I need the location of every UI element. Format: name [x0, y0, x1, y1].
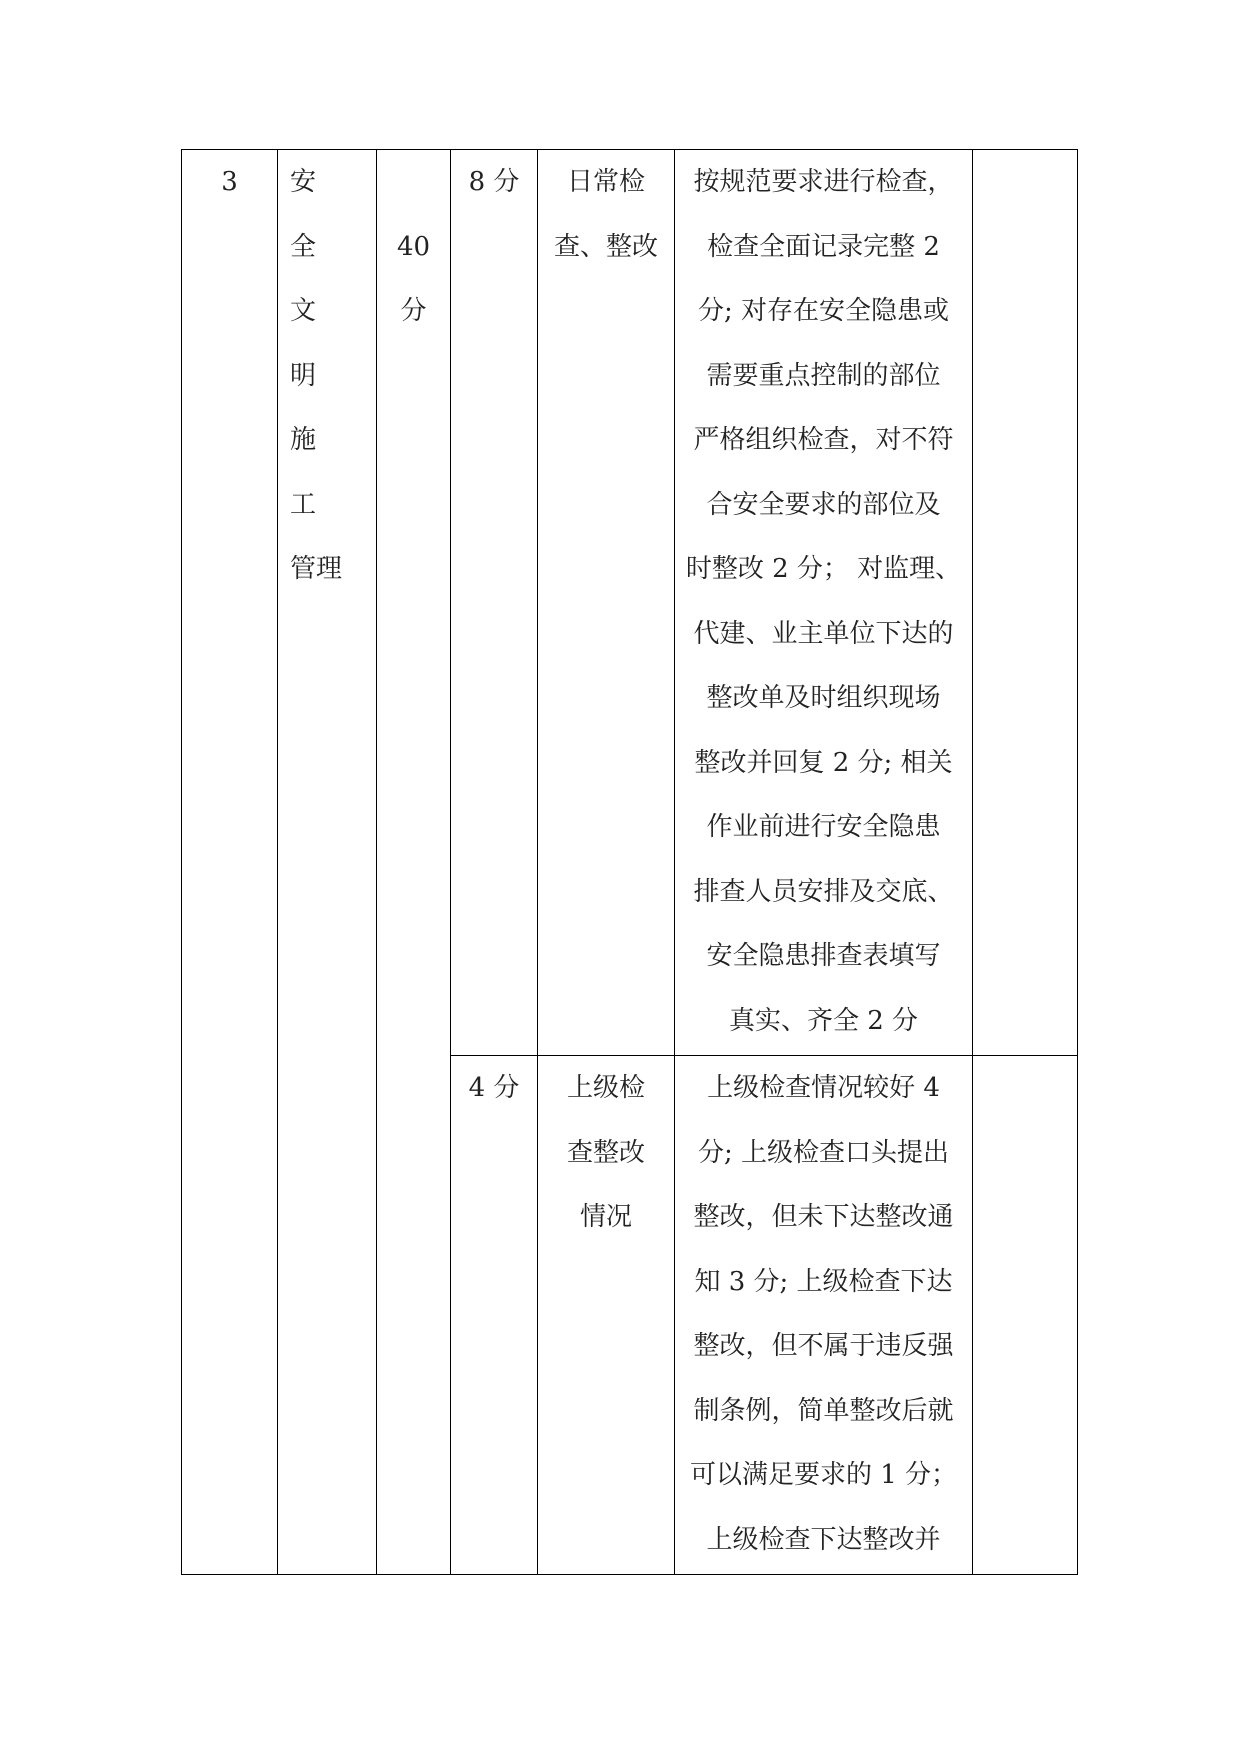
criteria [675, 1056, 973, 1575]
criteria-line: 制条例，简单整改后就 [693, 1395, 954, 1426]
item-name-line: 施 工 [290, 425, 343, 520]
sub-item-line: 上级检 [566, 1073, 645, 1103]
sub-item-line: 查整改 [566, 1137, 645, 1168]
score-cell [973, 1056, 1078, 1575]
scoring-table [181, 149, 1078, 1575]
criteria-line: 可以满足要求的 1 分； [689, 1460, 958, 1490]
table-row [182, 150, 1078, 1056]
score-cell [973, 150, 1078, 1056]
criteria [675, 150, 973, 1056]
criteria-line: 上级检查情况较好 4 [707, 1073, 940, 1103]
sub-item-line: 日常检 [566, 167, 645, 197]
sub-points: 4 分 [451, 1056, 538, 1575]
criteria-line: 作业前进行安全隐患 [706, 812, 941, 842]
criteria-line: 合安全要求的部位及 [706, 489, 941, 520]
criteria-line: 时整改 2 分； 对监理、 [685, 554, 962, 584]
criteria-line: 安全隐患排查表填写 [706, 941, 941, 971]
criteria-line: 整改，但不属于违反强 [693, 1331, 954, 1361]
criteria-line: 上级检查下达整改并 [706, 1524, 941, 1555]
criteria-line: 代建、业主单位下达的 [693, 618, 954, 649]
item-name-line: 管理 [290, 554, 343, 584]
sub-item [538, 1056, 675, 1575]
criteria-line: 分; 对存在安全隐患或 [697, 296, 950, 326]
sub-item [538, 150, 675, 1056]
criteria-line: 整改并回复 2 分; 相关 [694, 747, 953, 778]
criteria-line: 检查全面记录完整 2 [707, 231, 940, 262]
total-points-line: 分 [400, 296, 427, 326]
criteria-line: 需要重点控制的部位 [706, 360, 941, 391]
criteria-line: 严格组织检查，对不符 [693, 425, 954, 455]
item-name [278, 150, 377, 1575]
criteria-line: 真实、齐全 2 分 [728, 1005, 919, 1036]
criteria-line: 整改，但未下达整改通 [693, 1202, 954, 1232]
criteria-line: 分; 上级检查口头提出 [697, 1137, 950, 1168]
sub-item-line: 情况 [579, 1202, 632, 1232]
item-name-line: 文 明 [290, 296, 343, 391]
criteria-line: 按规范要求进行检查， [693, 167, 954, 197]
criteria-line: 知 3 分; 上级检查下达 [694, 1266, 953, 1297]
sub-points: 8 分 [451, 150, 538, 1056]
item-number: 3 [182, 150, 278, 1575]
criteria-line: 排查人员安排及交底、 [693, 876, 954, 907]
total-points [377, 150, 451, 1575]
sub-item-line: 查、整改 [553, 231, 658, 262]
item-name-line: 安 全 [290, 167, 343, 262]
criteria-line: 整改单及时组织现场 [706, 683, 941, 713]
total-points-line: 40 [396, 231, 431, 262]
